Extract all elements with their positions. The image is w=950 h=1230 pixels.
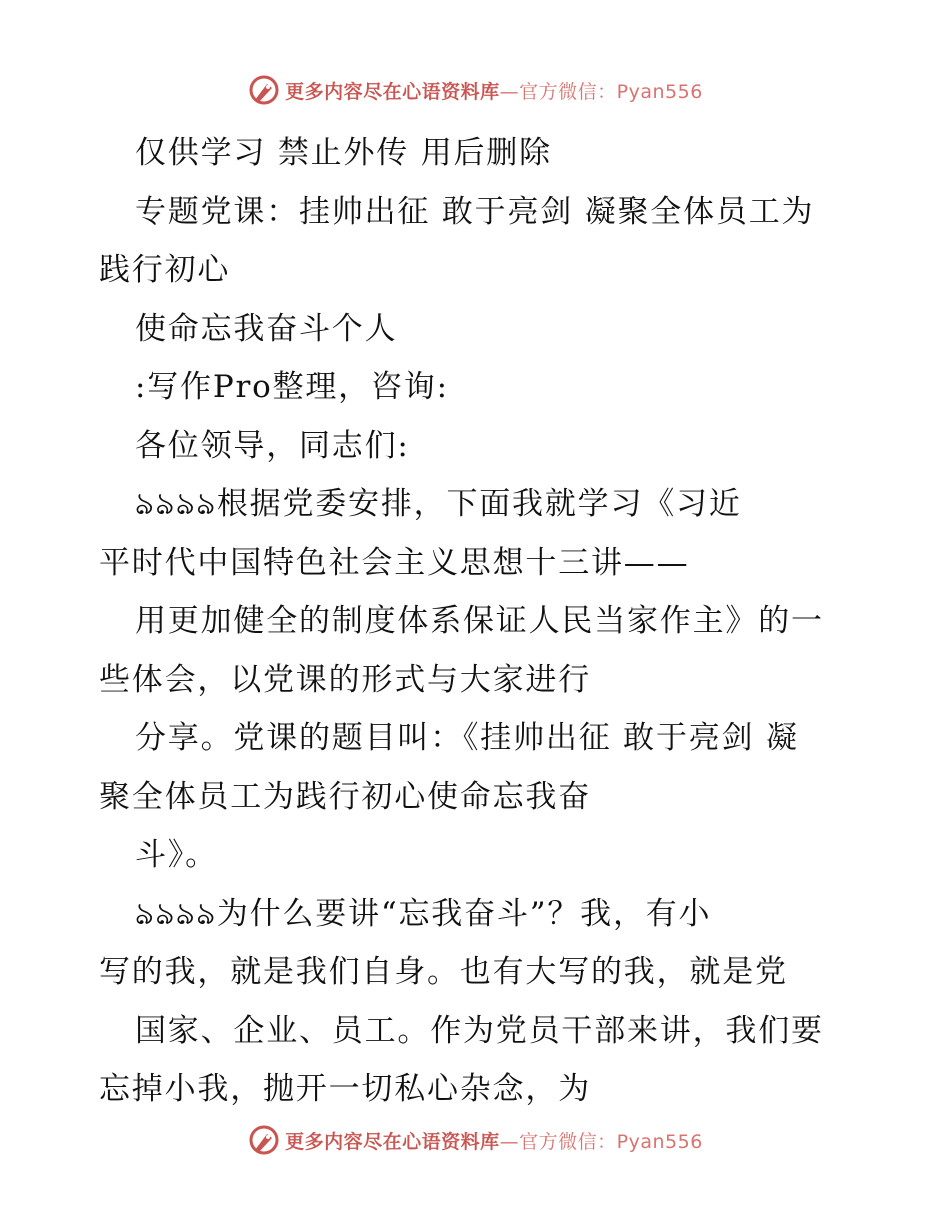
document-line: 分享。党课的题目叫：《挂帅出征 敢于亮剑 凝 bbox=[135, 720, 799, 756]
document-line: 践行初心 bbox=[99, 252, 231, 288]
document-line: 用更加健全的制度体系保证人民当家作主》的一 bbox=[135, 603, 824, 639]
document-line: 平时代中国特色社会主义思想十三讲—— bbox=[99, 544, 690, 581]
document-line: ঌঌঌঌ为什么要讲“忘我奋斗”？我，有小 bbox=[135, 895, 712, 932]
document-line: 专题党课：挂帅出征 敢于亮剑 凝聚全体员工为 bbox=[135, 193, 815, 230]
document-line: 些体会，以党课的形式与大家进行 bbox=[99, 661, 591, 698]
document-line: :写作Pro整理，咨询: bbox=[135, 369, 449, 405]
document-line: 各位领导，同志们: bbox=[135, 427, 410, 464]
watermark-text: 更多内容尽在心语资料库—官方微信：Pyan556 bbox=[285, 80, 703, 103]
document-line: 写的我，就是我们自身。也有大写的我，就是党 bbox=[99, 954, 788, 990]
pen-nib-logo-icon bbox=[247, 1123, 281, 1157]
watermark-text: 更多内容尽在心语资料库—官方微信：Pyan556 bbox=[285, 1130, 703, 1153]
pen-nib-logo-icon bbox=[247, 73, 281, 107]
document-line: 使命忘我奋斗个人 bbox=[135, 310, 398, 347]
document-line: 斗》。 bbox=[135, 837, 218, 873]
document-line: 仅供学习 禁止外传 用后删除 bbox=[135, 135, 552, 171]
document-line: ঌঌঌঌ根据党委安排，下面我就学习《习近 bbox=[135, 486, 742, 522]
document-line: 聚全体员工为践行初心使命忘我奋 bbox=[99, 778, 591, 815]
footer-watermark-banner bbox=[0, 1120, 950, 1160]
document-body bbox=[99, 124, 859, 1119]
document-line: 国家、企业、员工。作为党员干部来讲，我们要 bbox=[135, 1012, 824, 1049]
document-line: 忘掉小我，抛开一切私心杂念，为 bbox=[99, 1071, 591, 1107]
header-watermark-banner bbox=[0, 70, 950, 110]
